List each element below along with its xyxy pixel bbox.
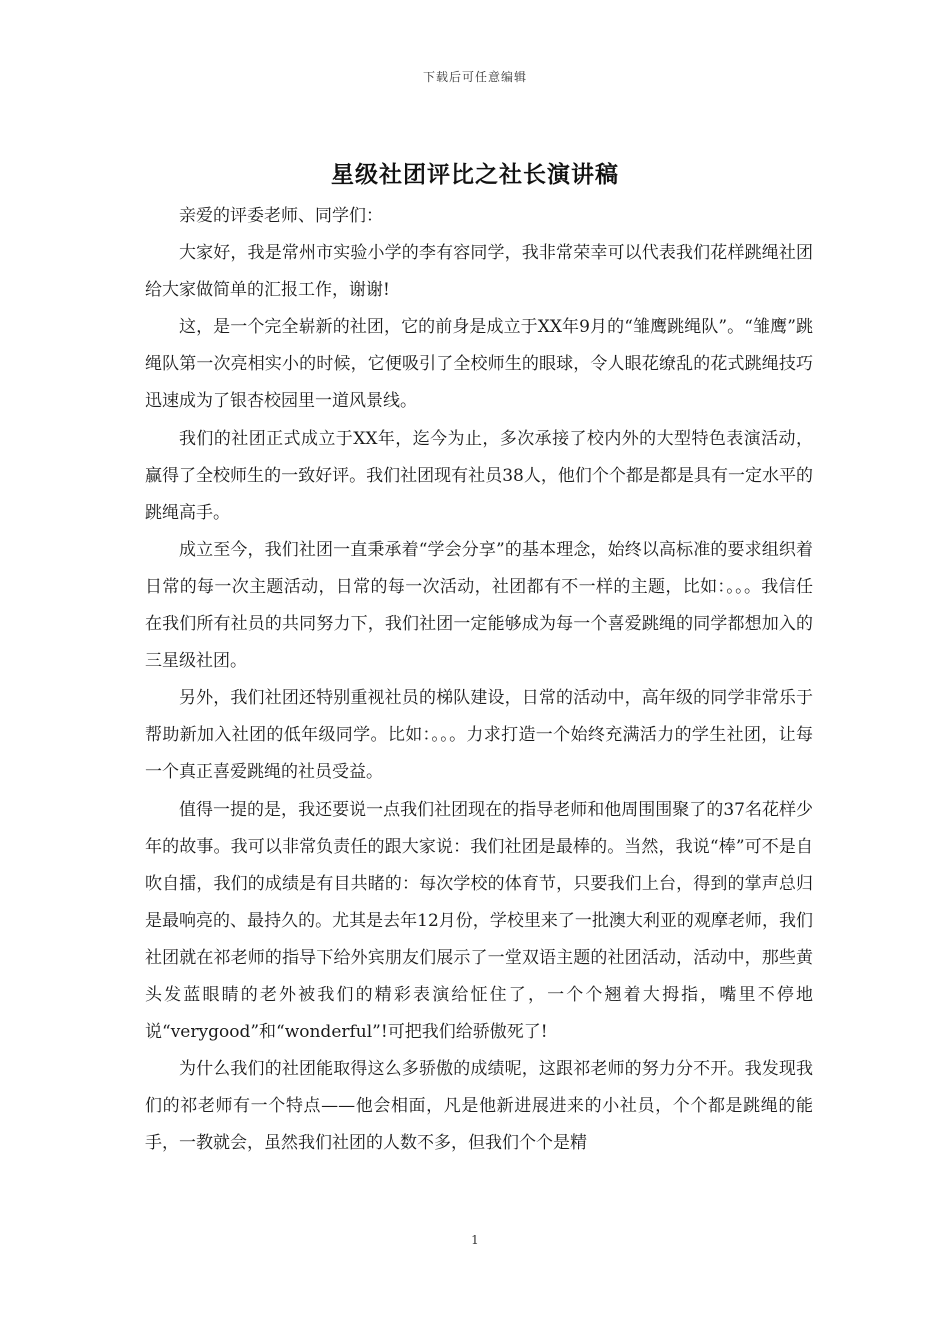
page-number: 1 [471, 1233, 479, 1247]
body-paragraph: 另外，我们社团还特别重视社员的梯队建设，日常的活动中，高年级的同学非常乐于帮助新加入社团的低年级同学。比如：。。。力求打造一个始终充满活力的学生社团，让每一个真正喜爱跳绳的社员受益。 [145, 688, 813, 783]
body-paragraph: 成立至今，我们社团一直秉承着“学会分享”的基本理念，始终以高标准的要求组织着日常的每一次主题活动，日常的每一次活动，社团都有不一样的主题，比如：。。。我信任在我们所有社员的共同努力下，我们社团一定能够成为每一个喜爱跳绳的同学都想加入的三星级社团。 [145, 539, 813, 672]
greeting-paragraph: 亲爱的评委老师、同学们： [179, 206, 383, 226]
body-paragraph: 这，是一个完全崭新的社团，它的前身是成立于XX年9月的“雏鹰跳绳队”。“雏鹰”跳绳队第一次亮相实小的时候，它便吸引了全校师生的眼球，令人眼花缭乱的花式跳绳技巧迅速成为了银杏校园里一道风景线。 [145, 317, 813, 412]
body-paragraph: 我们的社团正式成立于XX年，迄今为止，多次承接了校内外的大型特色表演活动，赢得了全校师生的一致好评。我们社团现有社员38人，他们个个都是都是具有一定水平的跳绳高手。 [145, 428, 813, 523]
body-paragraph: 大家好，我是常州市实验小学的李有容同学，我非常荣幸可以代表我们花样跳绳社团给大家做简单的汇报工作，谢谢! [145, 243, 813, 301]
body-paragraph: 为什么我们的社团能取得这么多骄傲的成绩呢，这跟祁老师的努力分不开。我发现我们的祁老师有一个特点——他会相面，凡是他新进展进来的小社员，个个都是跳绳的能手，一教就会，虽然我们社团的人数不多，但我们个个是精 [145, 1059, 813, 1154]
header-note: 下载后可任意编辑 [422, 70, 527, 84]
body-paragraph: 值得一提的是，我还要说一点我们社团现在的指导老师和他周围围聚了的37名花样少年的故事。我可以非常负责任的跟大家说：我们社团是最棒的。当然，我说“棒”可不是自吹自擂，我们的成绩是有目共睹的：每次学校的体育节，只要我们上台，得到的掌声总归是最响亮的、最持久的。尤其是去年12月份，学校里来了一批澳大利亚的观摩老师，我们社团就在祁老师的指导下给外宾朋友们展示了一堂双语主题的社团活动，活动中，那些黄头发蓝眼睛的老外被我们的精彩表演给怔住了，一个个翘着大拇指，嘴里不停地说“verygood”和“wonderful”!可把我们给骄傲死了! [145, 799, 813, 1043]
document-body [145, 198, 813, 1162]
document-title: 星级社团评比之社长演讲稿 [331, 161, 619, 188]
